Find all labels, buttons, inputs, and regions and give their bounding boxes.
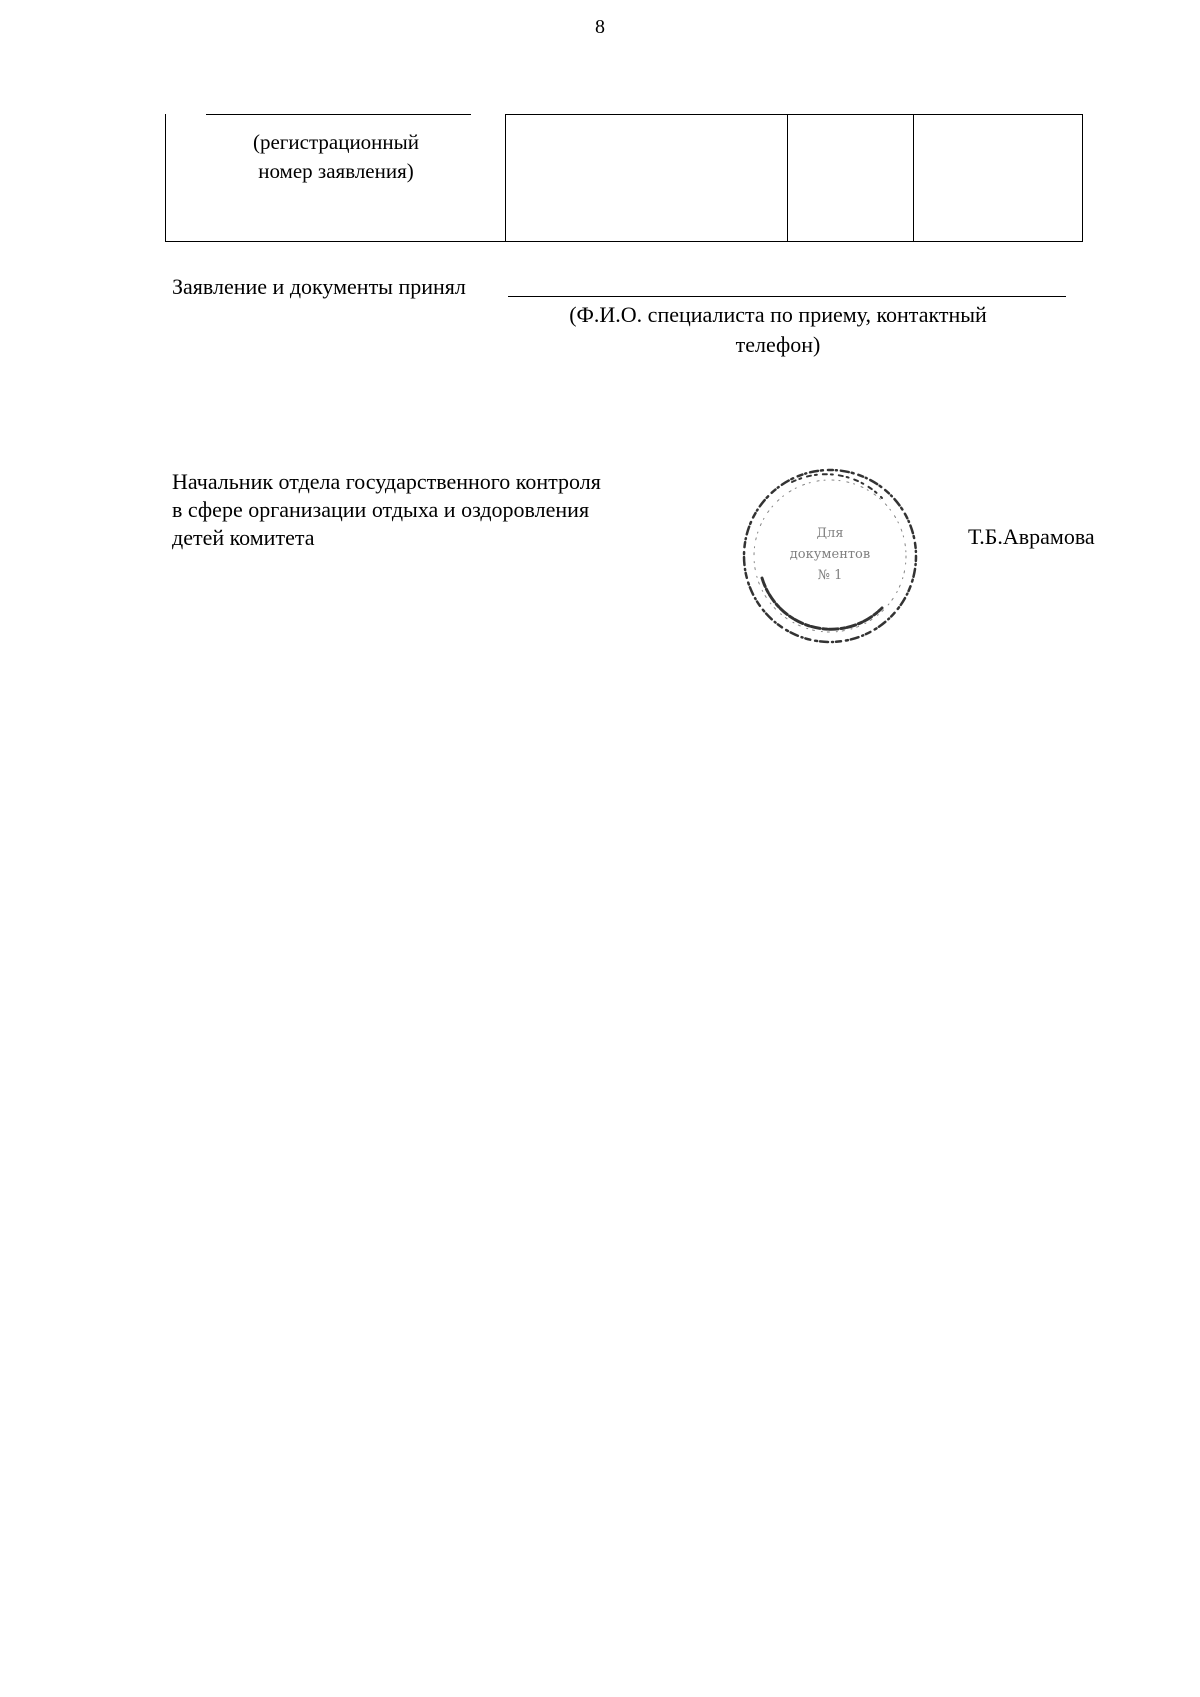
registration-table	[165, 114, 1083, 242]
table-bottom-border	[165, 241, 1083, 242]
signer-name: Т.Б.Аврамова	[968, 524, 1095, 549]
accepted-caption	[518, 300, 1038, 360]
registration-caption-line-1: (регистрационный	[252, 130, 420, 154]
registration-number-underline	[206, 114, 471, 115]
official-seal-stamp	[732, 458, 928, 654]
signer-position-line-3: детей комитета	[172, 525, 315, 550]
table-cell-2	[505, 114, 787, 242]
signer-position-line-1: Начальник отдела государственного контроля	[172, 469, 601, 494]
accepted-caption-line-1: (Ф.И.О. специалиста по приему, контактный	[569, 302, 987, 327]
registration-number-caption	[166, 128, 506, 186]
registration-caption-line-2: номер заявления)	[258, 159, 414, 183]
registration-number-cell	[165, 114, 505, 242]
table-cell-4	[913, 114, 1083, 242]
accepted-label: Заявление и документы принял	[172, 274, 466, 299]
signer-position-line-2: в сфере организации отдыха и оздоровления	[172, 497, 590, 522]
accepted-caption-line-2: телефон)	[735, 332, 821, 357]
seal-text-line-2: документов	[789, 547, 871, 562]
table-cell-3	[787, 114, 913, 242]
page-number: 8	[595, 16, 605, 38]
accepted-signature-line	[508, 296, 1066, 297]
signer-position	[172, 468, 601, 552]
seal-text-line-1: Для	[816, 526, 844, 541]
seal-text-line-3: № 1	[817, 568, 843, 583]
